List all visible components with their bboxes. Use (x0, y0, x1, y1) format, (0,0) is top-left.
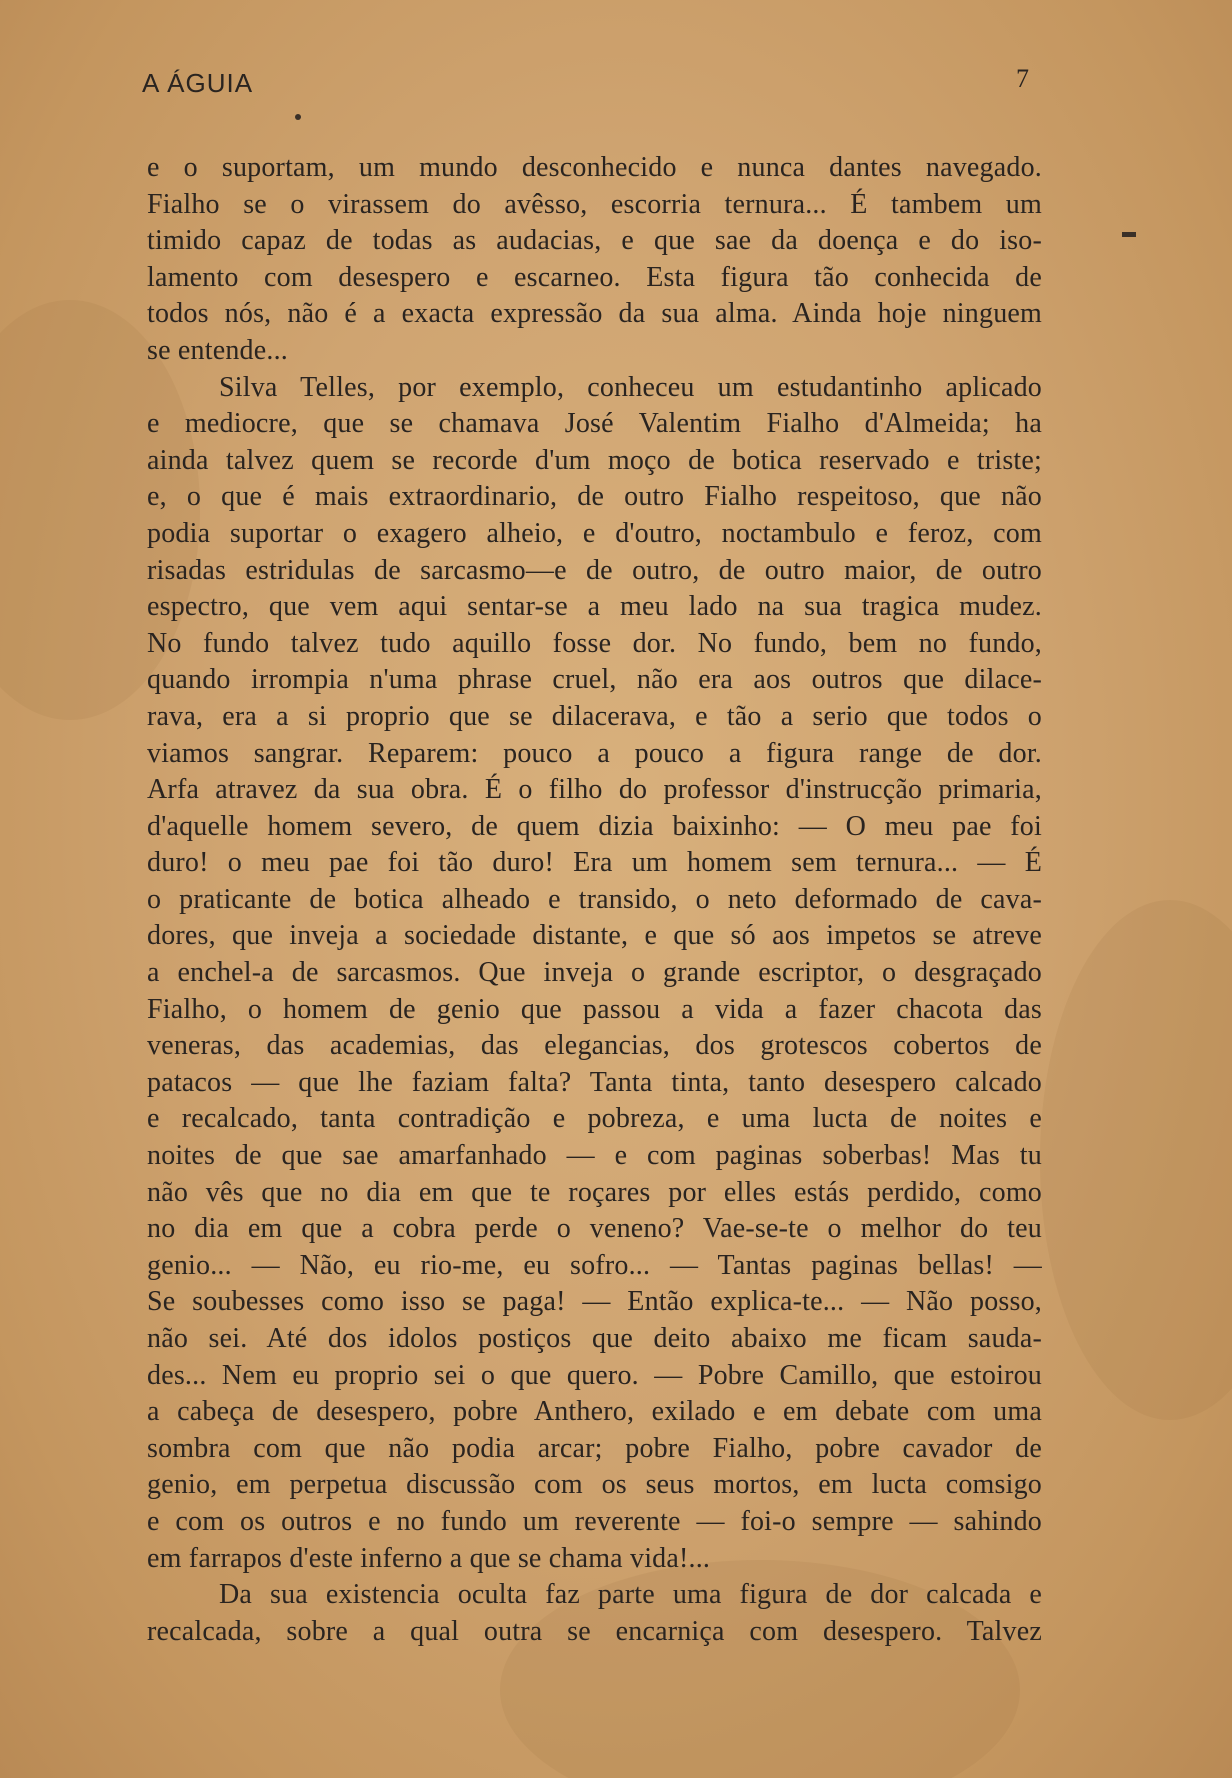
text-line: não vês que no dia em que te roçares por elles estás perdido, como (147, 1176, 1042, 1208)
text-line: Fialho, o homem de genio que passou a vida a fazer chacota das (147, 993, 1042, 1025)
text-line: patacos — que lhe faziam falta? Tanta tinta, tanto desespero calcado (147, 1066, 1042, 1098)
text-line: viamos sangrar. Reparem: pouco a pouco a figura range de dor. (147, 737, 1042, 769)
body-text (147, 150, 1042, 1650)
text-line: e mediocre, que se chamava José Valentim Fialho d'Almeida; ha (147, 408, 1042, 440)
text-line: rava, era a si proprio que se dilacerava, e tão a serio que todos o (147, 700, 1042, 732)
text-line: risadas estridulas de sarcasmo—e de outro, de outro maior, de outro (147, 554, 1042, 586)
text-line: genio... — Não, eu rio-me, eu sofro... — Tantas paginas bellas! — (147, 1249, 1042, 1281)
text-line: sombra com que não podia arcar; pobre Fialho, pobre cavador de (147, 1432, 1042, 1464)
text-line: des... Nem eu proprio sei o que quero. — Pobre Camillo, que estoirou (147, 1359, 1042, 1391)
paragraph-start-line: Da sua existencia oculta faz parte uma figura de dor calcada e (219, 1579, 1042, 1611)
running-title: A ÁGUIA (142, 68, 254, 98)
text-line: em farrapos d'este inferno a que se chama vida!... (147, 1542, 711, 1574)
text-line: no dia em que a cobra perde o veneno? Vae-se-te o melhor do teu (147, 1213, 1042, 1245)
text-line: lamento com desespero e escarneo. Esta figura tão conhecida de (147, 261, 1042, 293)
text-line: noites de que sae amarfanhado — e com paginas soberbas! Mas tu (147, 1140, 1042, 1172)
text-line: d'aquelle homem severo, de quem dizia baixinho: — O meu pae foi (147, 810, 1042, 842)
text-line: podia suportar o exagero alheio, e d'outro, noctambulo e feroz, com (147, 517, 1042, 549)
paragraph-start-line: Silva Telles, por exemplo, conheceu um estudantinho aplicado (219, 371, 1042, 403)
text-line: espectro, que vem aqui sentar-se a meu lado na sua tragica mudez. (147, 591, 1042, 623)
text-line: veneras, das academias, das elegancias, dos grotescos cobertos de (147, 1030, 1042, 1062)
text-line: genio, em perpetua discussão com os seus mortos, em lucta comsigo (147, 1469, 1042, 1501)
text-line: recalcada, sobre a qual outra se encarniça com desespero. Talvez (147, 1615, 1042, 1647)
text-line: e o suportam, um mundo desconhecido e nunca dantes navegado. (147, 152, 1042, 183)
text-line: a enchel-a de sarcasmos. Que inveja o grande escriptor, o desgraçado (147, 957, 1042, 989)
text-line: No fundo talvez tudo aquillo fosse dor. No fundo, bem no fundo, (147, 627, 1042, 659)
text-line: Se soubesses como isso se paga! — Então explica-te... — Não posso, (147, 1286, 1042, 1318)
text-line: duro! o meu pae foi tão duro! Era um homem sem ternura... — É (147, 847, 1042, 879)
text-line: Fialho se o virassem do avêsso, escorria ternura... É tambem um (147, 188, 1042, 220)
text-line: se entende... (147, 334, 288, 366)
text-line: e, o que é mais extraordinario, de outro Fialho respeitoso, que não (147, 481, 1042, 513)
text-line: todos nós, não é a exacta expressão da sua alma. Ainda hoje ninguem (147, 298, 1042, 330)
paper-stain (1040, 900, 1232, 1420)
ink-speck (1122, 232, 1136, 237)
text-line: ainda talvez quem se recorde d'um moço de botica reservado e triste; (147, 444, 1042, 476)
text-line: dores, que inveja a sociedade distante, e que só aos impetos se atreve (147, 920, 1042, 952)
ink-speck (295, 114, 301, 120)
text-line: a cabeça de desespero, pobre Anthero, exilado e em debate com uma (147, 1396, 1042, 1428)
text-line: não sei. Até dos idolos postiços que deito abaixo me ficam sauda- (147, 1323, 1042, 1354)
text-line: e com os outros e no fundo um reverente — foi-o sempre — sahindo (147, 1505, 1042, 1537)
text-line: o praticante de botica alheado e transido, o neto deformado de cava- (147, 883, 1042, 915)
text-line: quando irrompia n'uma phrase cruel, não era aos outros que dilace- (147, 664, 1042, 696)
text-line: timido capaz de todas as audacias, e que sae da doença e do iso- (147, 225, 1042, 257)
text-line: Arfa atravez da sua obra. É o filho do professor d'instrucção primaria, (147, 774, 1042, 806)
page-number: 7 (1016, 64, 1029, 93)
text-line: e recalcado, tanta contradição e pobreza, e uma lucta de noites e (147, 1103, 1042, 1135)
